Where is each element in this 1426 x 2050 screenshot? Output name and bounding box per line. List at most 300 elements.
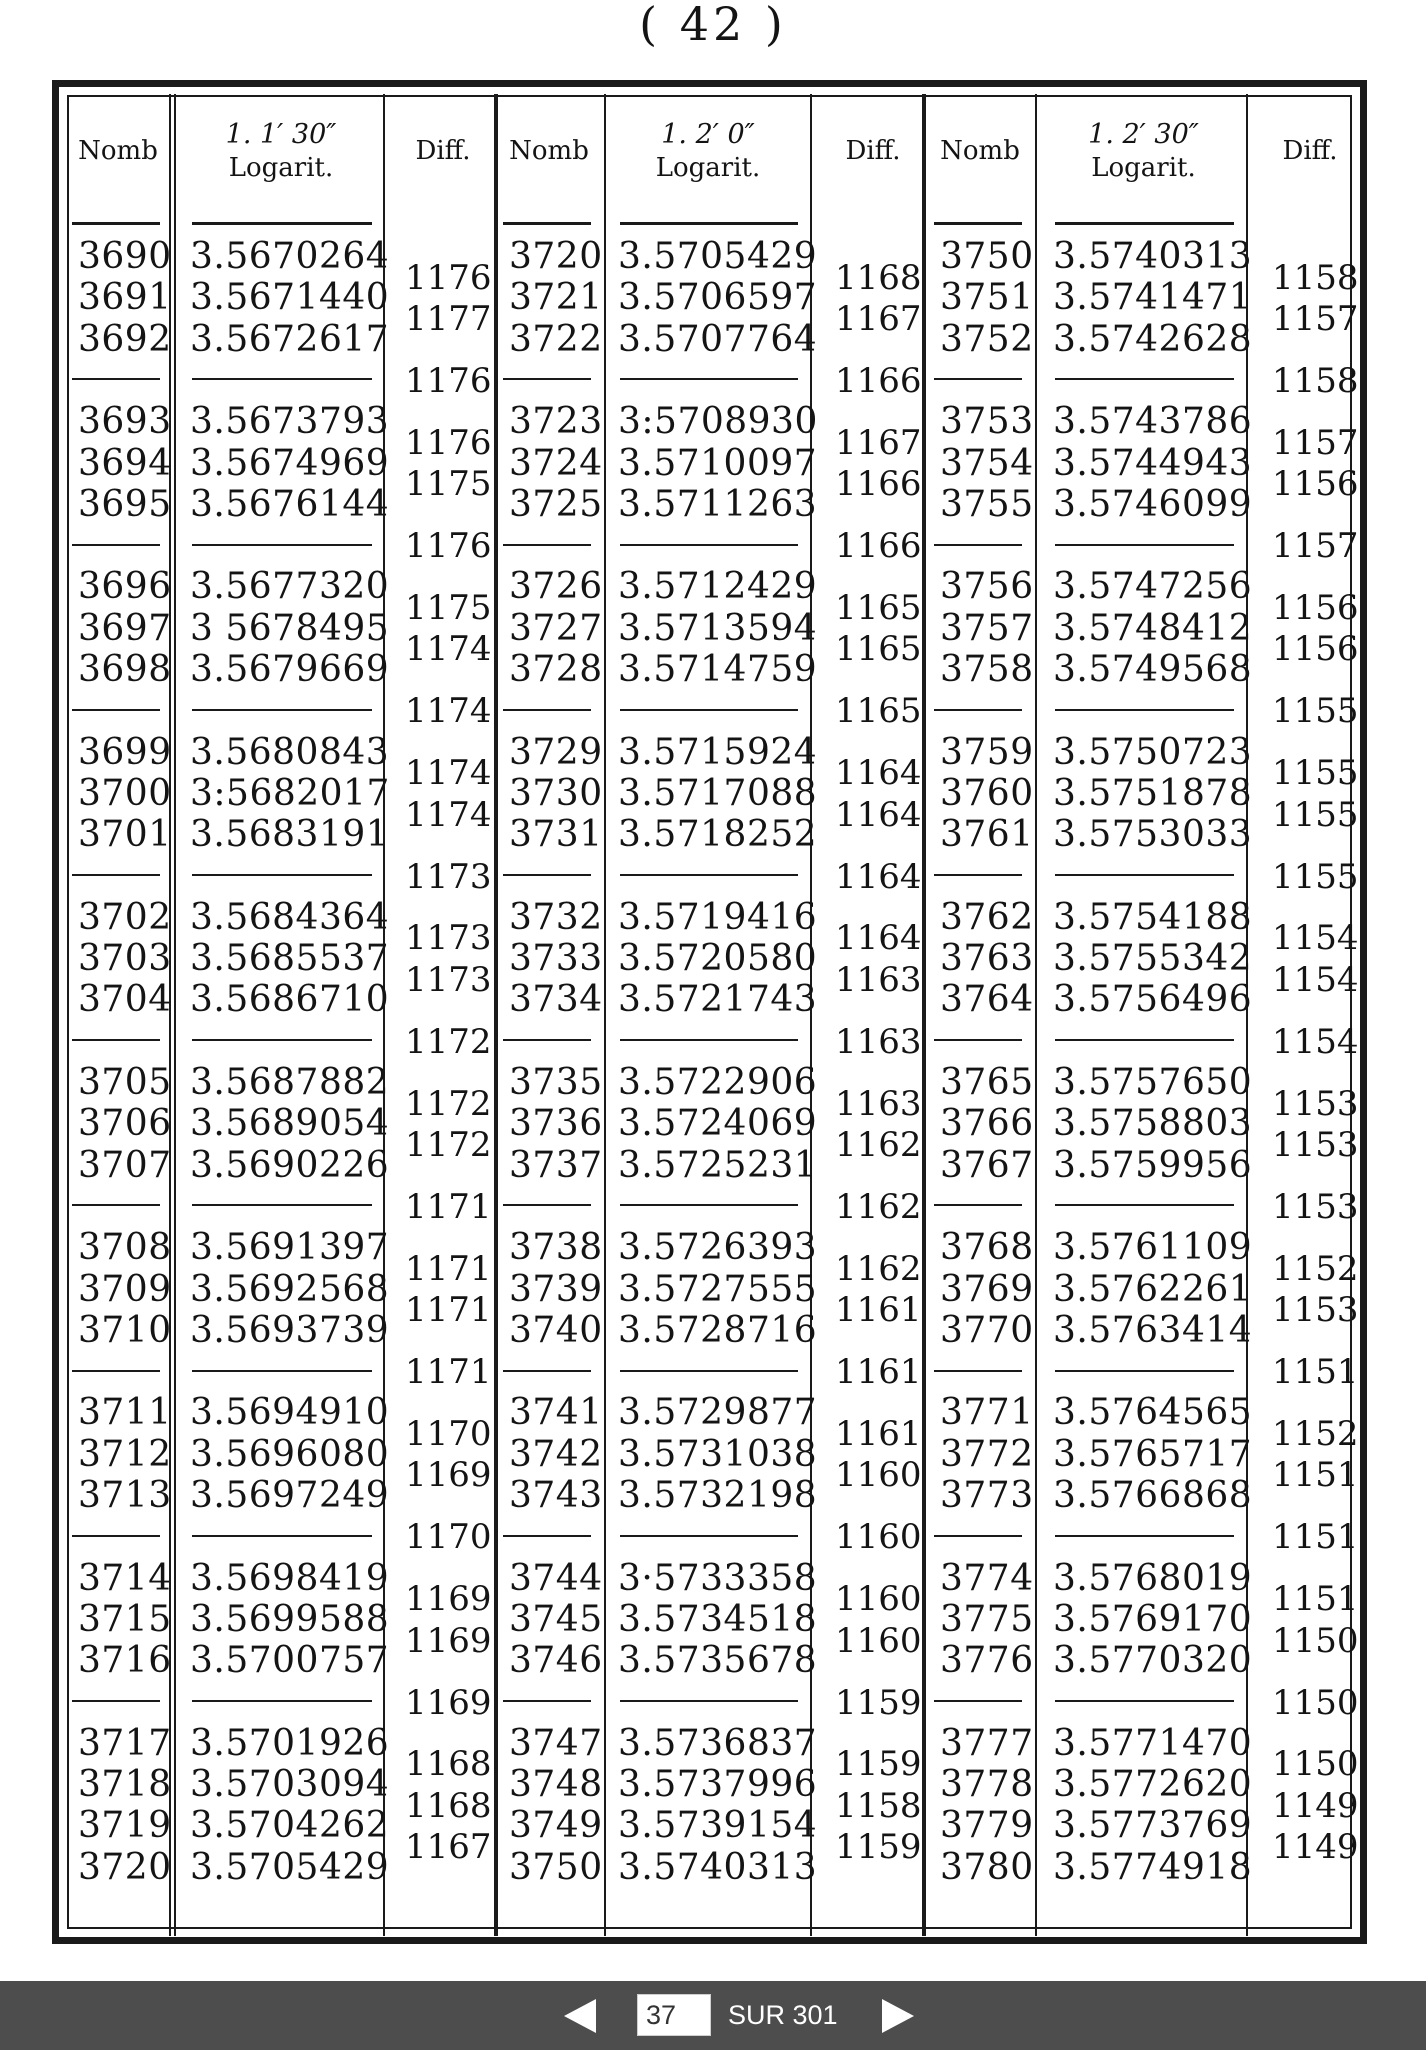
logarit-cell: 3.5765717 bbox=[1053, 1433, 1253, 1475]
nomb-header: Nomb bbox=[940, 136, 1020, 166]
diff-cell: 1159 bbox=[835, 1682, 922, 1723]
logarit-cell: 3.5740313 bbox=[1053, 236, 1253, 277]
nomb-cell: 3755 bbox=[940, 483, 1034, 525]
diff-cell: 1153 bbox=[1272, 1290, 1359, 1331]
nomb-cell: 3706 bbox=[78, 1103, 172, 1145]
group-rule bbox=[1055, 378, 1234, 380]
logarit-cell: 3.5729877 bbox=[618, 1392, 818, 1434]
nomb-cell: 3694 bbox=[78, 442, 172, 484]
group-rule bbox=[620, 1535, 798, 1537]
diff-cell: 1156 bbox=[1272, 629, 1359, 670]
diff-cell: 1154 bbox=[1272, 918, 1359, 959]
nomb-cell: 3770 bbox=[940, 1309, 1034, 1351]
nomb-cell: 3736 bbox=[509, 1103, 603, 1145]
logarit-cell: 3.5771470 bbox=[1053, 1722, 1253, 1764]
diff-cell: 1168 bbox=[405, 1785, 492, 1826]
nomb-cell: 3767 bbox=[940, 1144, 1034, 1186]
nomb-cell: 3730 bbox=[509, 772, 603, 814]
nomb-cell: 3701 bbox=[78, 814, 172, 856]
logarit-cell: 3.5735678 bbox=[618, 1640, 818, 1682]
diff-cell: 1173 bbox=[405, 959, 492, 1000]
nomb-cell: 3775 bbox=[940, 1598, 1034, 1640]
nomb-cell: 3744 bbox=[509, 1557, 603, 1599]
diff-cell: 1150 bbox=[1272, 1620, 1359, 1661]
nomb-cell: 3751 bbox=[940, 277, 1034, 319]
logarit-cell: 3.5717088 bbox=[618, 772, 818, 814]
diff-cell: 1154 bbox=[1272, 959, 1359, 1000]
logarit-cell: 3.5687882 bbox=[190, 1062, 390, 1103]
diff-cell: 1169 bbox=[405, 1620, 492, 1661]
logarit-cell: 3.5774918 bbox=[1053, 1846, 1253, 1888]
header-rule bbox=[192, 222, 372, 225]
logarit-cell: 3.5741471 bbox=[1053, 277, 1253, 319]
group-rule bbox=[72, 1700, 160, 1702]
nomb-cell: 3733 bbox=[509, 938, 603, 980]
group-rule bbox=[620, 1700, 798, 1702]
nomb-cell: 3754 bbox=[940, 442, 1034, 484]
logarit-cell: 3.5703094 bbox=[190, 1764, 390, 1806]
diff-cell: 1162 bbox=[835, 1248, 922, 1289]
logarit-cell: 3 5678495 bbox=[190, 607, 390, 649]
diff-cell: 1165 bbox=[835, 691, 922, 732]
logarit-cell: 3.5680843 bbox=[190, 731, 390, 773]
group-rule bbox=[72, 1535, 160, 1537]
logarit-cell: 3·5733358 bbox=[618, 1557, 818, 1599]
logarit-cell: 3.5704262 bbox=[190, 1805, 390, 1847]
nomb-cell: 3720 bbox=[78, 1846, 172, 1888]
diff-cell: 1160 bbox=[835, 1579, 922, 1620]
logarit-cell: 3.5685537 bbox=[190, 938, 390, 980]
logarit-cell: 3.5672617 bbox=[190, 318, 390, 360]
nomb-cell: 3697 bbox=[78, 607, 172, 649]
column-rule bbox=[922, 94, 926, 1936]
logarit-cell: 3.5713594 bbox=[618, 607, 818, 649]
group-rule bbox=[620, 378, 798, 380]
group-rule bbox=[620, 1370, 798, 1372]
group-rule bbox=[503, 544, 591, 546]
logarit-cell: 3:5682017 bbox=[190, 772, 390, 814]
group-rule bbox=[1055, 709, 1234, 711]
logarit-cell: 3.5772620 bbox=[1053, 1764, 1253, 1806]
next-page-icon[interactable] bbox=[878, 1997, 918, 2035]
diff-cell: 1152 bbox=[1272, 1414, 1359, 1455]
logarit-cell: 3.5748412 bbox=[1053, 607, 1253, 649]
logarit-label: Logarit. bbox=[228, 153, 334, 183]
diff-cell: 1165 bbox=[835, 629, 922, 670]
logarit-cell: 3.5747256 bbox=[1053, 566, 1253, 608]
diff-cell: 1155 bbox=[1272, 691, 1359, 732]
logarit-cell: 3.5746099 bbox=[1053, 483, 1253, 525]
diff-cell: 1153 bbox=[1272, 1186, 1359, 1227]
nomb-cell: 3716 bbox=[78, 1640, 172, 1682]
diff-cell: 1165 bbox=[835, 588, 922, 629]
header-rule bbox=[72, 222, 160, 225]
nomb-cell: 3729 bbox=[509, 731, 603, 773]
logarit-cell: 3.5706597 bbox=[618, 277, 818, 319]
nomb-cell: 3718 bbox=[78, 1764, 172, 1806]
diff-cell: 1171 bbox=[405, 1352, 492, 1393]
nomb-cell: 3752 bbox=[940, 318, 1034, 360]
diff-cell: 1173 bbox=[405, 918, 492, 959]
nomb-cell: 3740 bbox=[509, 1309, 603, 1351]
nomb-cell: 3747 bbox=[509, 1722, 603, 1764]
group-rule bbox=[620, 1039, 798, 1041]
logarit-cell: 3.5715924 bbox=[618, 731, 818, 773]
nomb-cell: 3737 bbox=[509, 1144, 603, 1186]
diff-cell: 1177 bbox=[405, 298, 492, 339]
group-rule bbox=[1055, 1700, 1234, 1702]
logarit-cell: 3.5701926 bbox=[190, 1722, 390, 1764]
nomb-cell: 3734 bbox=[509, 979, 603, 1021]
diff-cell: 1151 bbox=[1272, 1517, 1359, 1558]
logarit-cell: 3.5691397 bbox=[190, 1227, 390, 1269]
logarit-cell: 3.5755342 bbox=[1053, 938, 1253, 980]
nomb-cell: 3761 bbox=[940, 814, 1034, 856]
diff-cell: 1174 bbox=[405, 691, 492, 732]
logarit-cell: 3.5726393 bbox=[618, 1227, 818, 1269]
group-rule bbox=[192, 874, 372, 876]
logarit-cell: 3.5754188 bbox=[1053, 896, 1253, 938]
logarit-cell: 3.5718252 bbox=[618, 814, 818, 856]
group-rule bbox=[934, 874, 1022, 876]
nomb-cell: 3700 bbox=[78, 772, 172, 814]
logarit-cell: 3.5734518 bbox=[618, 1598, 818, 1640]
logarit-label: Logarit. bbox=[1091, 153, 1196, 183]
group-rule bbox=[503, 1204, 591, 1206]
nomb-cell: 3720 bbox=[509, 236, 603, 277]
group-rule bbox=[72, 1370, 160, 1372]
nomb-cell: 3760 bbox=[940, 772, 1034, 814]
column-rule bbox=[494, 94, 498, 1936]
diff-cell: 1164 bbox=[835, 753, 922, 794]
nomb-header: Nomb bbox=[78, 136, 158, 166]
diff-cell: 1174 bbox=[405, 629, 492, 670]
diff-cell: 1151 bbox=[1272, 1352, 1359, 1393]
nomb-cell: 3742 bbox=[509, 1433, 603, 1475]
nomb-cell: 3703 bbox=[78, 938, 172, 980]
group-rule bbox=[72, 1039, 160, 1041]
nomb-cell: 3728 bbox=[509, 649, 603, 690]
diff-cell: 1166 bbox=[835, 526, 922, 567]
nomb-cell: 3719 bbox=[78, 1805, 172, 1847]
logarit-cell: 3.5710097 bbox=[618, 442, 818, 484]
diff-cell: 1160 bbox=[835, 1620, 922, 1661]
group-rule bbox=[72, 378, 160, 380]
diff-cell: 1150 bbox=[1272, 1682, 1359, 1723]
logarit-cell: 3.5690226 bbox=[190, 1144, 390, 1186]
diff-cell: 1153 bbox=[1272, 1124, 1359, 1165]
diff-cell: 1151 bbox=[1272, 1579, 1359, 1620]
logarit-cell: 3.5720580 bbox=[618, 938, 818, 980]
diff-cell: 1157 bbox=[1272, 526, 1359, 567]
diff-cell: 1157 bbox=[1272, 422, 1359, 463]
page-number: ( 42 ) bbox=[639, 0, 787, 51]
diff-cell: 1170 bbox=[405, 1517, 492, 1558]
logarit-cell: 3.5731038 bbox=[618, 1433, 818, 1475]
nomb-cell: 3778 bbox=[940, 1764, 1034, 1806]
group-rule bbox=[72, 709, 160, 711]
diff-cell: 1168 bbox=[835, 257, 922, 298]
logarit-header bbox=[612, 96, 804, 206]
logarit-cell: 3.5770320 bbox=[1053, 1640, 1253, 1682]
logarit-cell: 3.5742628 bbox=[1053, 318, 1253, 360]
diff-cell: 1163 bbox=[835, 1083, 922, 1124]
diff-cell: 1172 bbox=[405, 1021, 492, 1062]
diff-cell: 1167 bbox=[405, 1827, 492, 1868]
diff-cell: 1176 bbox=[405, 360, 492, 401]
nomb-cell: 3764 bbox=[940, 979, 1034, 1021]
diff-cell: 1169 bbox=[405, 1579, 492, 1620]
diff-cell: 1161 bbox=[835, 1290, 922, 1331]
diff-cell: 1151 bbox=[1272, 1455, 1359, 1496]
group-rule bbox=[934, 709, 1022, 711]
group-rule bbox=[72, 544, 160, 546]
page-number-input[interactable] bbox=[637, 1994, 711, 2036]
nomb-cell: 3704 bbox=[78, 979, 172, 1021]
diff-cell: 1164 bbox=[835, 794, 922, 835]
group-rule bbox=[1055, 1370, 1234, 1372]
nomb-cell: 3723 bbox=[509, 401, 603, 443]
group-rule bbox=[503, 1039, 591, 1041]
nomb-cell: 3759 bbox=[940, 731, 1034, 773]
nomb-cell: 3750 bbox=[940, 236, 1034, 277]
logarit-cell: 3.5699588 bbox=[190, 1598, 390, 1640]
nomb-cell: 3749 bbox=[509, 1805, 603, 1847]
logarit-cell: 3.5757650 bbox=[1053, 1062, 1253, 1103]
nomb-cell: 3695 bbox=[78, 483, 172, 525]
nomb-cell: 3725 bbox=[509, 483, 603, 525]
diff-cell: 1171 bbox=[405, 1290, 492, 1331]
logarit-cell: 3.5677320 bbox=[190, 566, 390, 608]
group-rule bbox=[192, 709, 372, 711]
nomb-cell: 3721 bbox=[509, 277, 603, 319]
diff-cell: 1157 bbox=[1272, 298, 1359, 339]
group-rule bbox=[72, 874, 160, 876]
diff-cell: 1176 bbox=[405, 257, 492, 298]
logarit-cell: 3.5673793 bbox=[190, 401, 390, 443]
nomb-cell: 3715 bbox=[78, 1598, 172, 1640]
diff-cell: 1164 bbox=[835, 918, 922, 959]
diff-cell: 1161 bbox=[835, 1352, 922, 1393]
nomb-cell: 3773 bbox=[940, 1475, 1034, 1516]
group-rule bbox=[934, 378, 1022, 380]
logarit-cell: 3.5714759 bbox=[618, 649, 818, 690]
logarit-cell: 3.5679669 bbox=[190, 649, 390, 690]
nomb-cell: 3735 bbox=[509, 1062, 603, 1103]
diff-cell: 1174 bbox=[405, 753, 492, 794]
diff-cell: 1169 bbox=[405, 1455, 492, 1496]
nomb-header: Nomb bbox=[509, 136, 589, 166]
nomb-cell: 3696 bbox=[78, 566, 172, 608]
group-rule bbox=[503, 1700, 591, 1702]
diff-cell: 1166 bbox=[835, 464, 922, 505]
nomb-cell: 3758 bbox=[940, 649, 1034, 690]
diff-cell: 1164 bbox=[835, 856, 922, 897]
nomb-cell: 3768 bbox=[940, 1227, 1034, 1269]
nomb-cell: 3762 bbox=[940, 896, 1034, 938]
group-rule bbox=[192, 1039, 372, 1041]
nomb-cell: 3765 bbox=[940, 1062, 1034, 1103]
logarit-cell: 3.5750723 bbox=[1053, 731, 1253, 773]
logarit-cell: 3.5692568 bbox=[190, 1268, 390, 1310]
group-rule bbox=[934, 544, 1022, 546]
diff-cell: 1174 bbox=[405, 794, 492, 835]
diff-cell: 1159 bbox=[835, 1744, 922, 1785]
diff-cell: 1163 bbox=[835, 1021, 922, 1062]
group-rule bbox=[192, 1204, 372, 1206]
nomb-cell: 3753 bbox=[940, 401, 1034, 443]
logarit-cell: 3.5711263 bbox=[618, 483, 818, 525]
diff-cell: 1150 bbox=[1272, 1744, 1359, 1785]
group-rule bbox=[934, 1039, 1022, 1041]
logarit-cell: 3.5762261 bbox=[1053, 1268, 1253, 1310]
viewer-toolbar bbox=[0, 1981, 1426, 2050]
diff-cell: 1159 bbox=[835, 1827, 922, 1868]
diff-cell: 1155 bbox=[1272, 794, 1359, 835]
diff-cell: 1156 bbox=[1272, 464, 1359, 505]
logarit-cell: 3.5773769 bbox=[1053, 1805, 1253, 1847]
logarit-cell: 3.5684364 bbox=[190, 896, 390, 938]
logarit-cell: 3.5756496 bbox=[1053, 979, 1253, 1021]
group-rule bbox=[1055, 874, 1234, 876]
nomb-cell: 3702 bbox=[78, 896, 172, 938]
group-rule bbox=[620, 1204, 798, 1206]
group-rule bbox=[934, 1370, 1022, 1372]
diff-cell: 1158 bbox=[1272, 257, 1359, 298]
logarit-cell: 3.5724069 bbox=[618, 1103, 818, 1145]
logarit-cell: 3.5764565 bbox=[1053, 1392, 1253, 1434]
nomb-cell: 3757 bbox=[940, 607, 1034, 649]
nomb-cell: 3727 bbox=[509, 607, 603, 649]
nomb-cell: 3748 bbox=[509, 1764, 603, 1806]
nomb-cell: 3750 bbox=[509, 1846, 603, 1888]
diff-cell: 1171 bbox=[405, 1186, 492, 1227]
diff-cell: 1168 bbox=[405, 1744, 492, 1785]
nomb-cell: 3692 bbox=[78, 318, 172, 360]
nomb-cell: 3780 bbox=[940, 1846, 1034, 1888]
logarit-cell: 3.5696080 bbox=[190, 1433, 390, 1475]
nomb-cell: 3732 bbox=[509, 896, 603, 938]
logarit-cell: 3.5686710 bbox=[190, 979, 390, 1021]
nomb-cell: 3769 bbox=[940, 1268, 1034, 1310]
group-rule bbox=[934, 1700, 1022, 1702]
diff-cell: 1153 bbox=[1272, 1083, 1359, 1124]
logarit-cell: 3.5694910 bbox=[190, 1392, 390, 1434]
logarit-cell: 3.5700757 bbox=[190, 1640, 390, 1682]
nomb-cell: 3772 bbox=[940, 1433, 1034, 1475]
logarit-cell: 3.5693739 bbox=[190, 1309, 390, 1351]
logarit-cell: 3.5712429 bbox=[618, 566, 818, 608]
logarit-cell: 3.5737996 bbox=[618, 1764, 818, 1806]
nomb-cell: 3693 bbox=[78, 401, 172, 443]
diff-cell: 1149 bbox=[1272, 1785, 1359, 1826]
nomb-cell: 3691 bbox=[78, 277, 172, 319]
logarit-cell: 3.5697249 bbox=[190, 1475, 390, 1516]
logarit-cell: 3.5705429 bbox=[618, 236, 818, 277]
group-rule bbox=[503, 1535, 591, 1537]
nomb-cell: 3717 bbox=[78, 1722, 172, 1764]
diff-cell: 1167 bbox=[835, 422, 922, 463]
nomb-cell: 3771 bbox=[940, 1392, 1034, 1434]
group-rule bbox=[620, 709, 798, 711]
logarit-cell: 3.5689054 bbox=[190, 1103, 390, 1145]
nomb-cell: 3724 bbox=[509, 442, 603, 484]
group-rule bbox=[72, 1204, 160, 1206]
header-rule bbox=[503, 222, 591, 225]
logarit-cell: 3.5749568 bbox=[1053, 649, 1253, 690]
nomb-cell: 3722 bbox=[509, 318, 603, 360]
nomb-cell: 3776 bbox=[940, 1640, 1034, 1682]
logarit-cell: 3.5739154 bbox=[618, 1805, 818, 1847]
logarit-cell: 3.5707764 bbox=[618, 318, 818, 360]
nomb-cell: 3711 bbox=[78, 1392, 172, 1434]
group-rule bbox=[1055, 1039, 1234, 1041]
logarit-cell: 3.5727555 bbox=[618, 1268, 818, 1310]
logarit-cell: 3.5759956 bbox=[1053, 1144, 1253, 1186]
angle-label: 1. 2′ 0″ bbox=[661, 119, 755, 150]
logarit-cell: 3.5671440 bbox=[190, 277, 390, 319]
logarit-cell: 3.5674969 bbox=[190, 442, 390, 484]
logarit-cell: 3.5743786 bbox=[1053, 401, 1253, 443]
logarit-cell: 3.5744943 bbox=[1053, 442, 1253, 484]
diff-cell: 1175 bbox=[405, 464, 492, 505]
logarit-cell: 3.5768019 bbox=[1053, 1557, 1253, 1599]
nomb-cell: 3741 bbox=[509, 1392, 603, 1434]
diff-cell: 1162 bbox=[835, 1124, 922, 1165]
diff-cell: 1175 bbox=[405, 588, 492, 629]
logarit-cell: 3.5766868 bbox=[1053, 1475, 1253, 1516]
diff-cell: 1149 bbox=[1272, 1827, 1359, 1868]
nomb-cell: 3777 bbox=[940, 1722, 1034, 1764]
diff-header: Diff. bbox=[845, 136, 901, 166]
logarit-cell: 3.5721743 bbox=[618, 979, 818, 1021]
diff-cell: 1158 bbox=[835, 1785, 922, 1826]
logarit-cell: 3.5719416 bbox=[618, 896, 818, 938]
group-rule bbox=[192, 1535, 372, 1537]
logarit-cell: 3.5751878 bbox=[1053, 772, 1253, 814]
group-rule bbox=[934, 1204, 1022, 1206]
logarit-cell: 3.5670264 bbox=[190, 236, 390, 277]
nomb-cell: 3712 bbox=[78, 1433, 172, 1475]
group-rule bbox=[503, 1370, 591, 1372]
nomb-cell: 3705 bbox=[78, 1062, 172, 1103]
group-rule bbox=[192, 1370, 372, 1372]
nomb-cell: 3739 bbox=[509, 1268, 603, 1310]
diff-cell: 1172 bbox=[405, 1124, 492, 1165]
header-rule bbox=[620, 222, 798, 225]
diff-header: Diff. bbox=[1282, 136, 1338, 166]
diff-cell: 1170 bbox=[405, 1414, 492, 1455]
nomb-cell: 3699 bbox=[78, 731, 172, 773]
diff-cell: 1171 bbox=[405, 1248, 492, 1289]
nomb-cell: 3779 bbox=[940, 1805, 1034, 1847]
nomb-cell: 3726 bbox=[509, 566, 603, 608]
logarit-header bbox=[184, 96, 378, 206]
nomb-cell: 3746 bbox=[509, 1640, 603, 1682]
nomb-cell: 3709 bbox=[78, 1268, 172, 1310]
nomb-cell: 3731 bbox=[509, 814, 603, 856]
group-rule bbox=[192, 544, 372, 546]
diff-cell: 1158 bbox=[1272, 360, 1359, 401]
nomb-cell: 3714 bbox=[78, 1557, 172, 1599]
nomb-cell: 3690 bbox=[78, 236, 172, 277]
group-rule bbox=[1055, 1204, 1234, 1206]
logarit-cell: 3:5708930 bbox=[618, 401, 818, 443]
previous-page-icon[interactable] bbox=[560, 1997, 600, 2035]
group-rule bbox=[620, 544, 798, 546]
nomb-cell: 3698 bbox=[78, 649, 172, 690]
logarit-cell: 3.5753033 bbox=[1053, 814, 1253, 856]
